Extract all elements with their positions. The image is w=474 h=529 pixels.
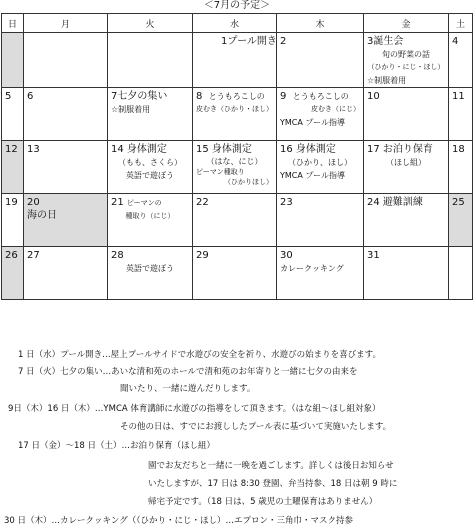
note-line: 9日（木）16 日（木）…YMCA 体育講師に水遊びの指導をして頂きます。（はな組～ほし組対象） — [8, 404, 381, 414]
day-number: 25 — [452, 197, 465, 208]
day-cell — [24, 194, 108, 247]
day-number: 10 — [367, 91, 380, 102]
event-text: 海の日 — [27, 210, 57, 221]
day-event — [108, 88, 192, 103]
event-text: カレークッキング — [280, 264, 344, 273]
day-number: 19 — [5, 197, 18, 208]
day-number: 23 — [280, 197, 293, 208]
day-cell — [277, 247, 364, 300]
day-event — [193, 88, 276, 103]
page-title: ＜7月の予定＞ — [203, 0, 271, 11]
event-text: 避難訓練 — [382, 197, 423, 208]
day-number: 12 — [5, 144, 18, 155]
day-number: 11 — [452, 91, 465, 102]
day-cell — [193, 33, 277, 88]
day-cell — [108, 247, 193, 300]
day-number: 15 — [196, 144, 209, 155]
note-line: 1 日（水）プール開き…屋上プールサイドで水遊びの安全を祈り、水遊びの始まりを喜びます。 — [18, 350, 381, 360]
weekday-sun: 日 — [2, 14, 24, 33]
day-number: 13 — [27, 144, 40, 155]
event-text: ☆制服着用 — [111, 105, 151, 114]
day-cell — [193, 88, 277, 141]
event-text: 英語で遊ぼう — [126, 171, 174, 180]
event-text: プール開き — [227, 36, 277, 47]
day-cell — [24, 247, 108, 300]
calendar-week — [2, 247, 473, 300]
note-line: 17 日（金）～18 日（土）…お泊り保育（ほし組） — [18, 441, 216, 451]
event-text: お泊り保育 — [382, 144, 433, 155]
event-text: （はな、にじ） — [206, 157, 263, 166]
event-text: （ほし組） — [386, 158, 426, 167]
weekday-thu: 木 — [277, 14, 364, 33]
day-cell — [449, 247, 473, 300]
event-text: 身体測定 — [211, 144, 252, 155]
event-text: 身体測定 — [295, 144, 336, 155]
day-cell — [2, 88, 24, 141]
day-event — [364, 33, 448, 48]
day-cell — [2, 141, 24, 194]
event-text: （ひかり、ほし） — [288, 158, 352, 167]
day-cell — [449, 194, 473, 247]
event-text: 七夕の集い — [117, 91, 168, 102]
day-cell — [277, 33, 364, 88]
day-cell — [193, 247, 277, 300]
day-cell — [364, 247, 449, 300]
day-number: 26 — [5, 250, 18, 261]
day-number: 2 — [280, 36, 287, 47]
event-text: ピーマン種取り — [196, 168, 245, 176]
day-number: 1 — [221, 36, 228, 47]
day-number — [2, 33, 23, 35]
day-number — [449, 247, 472, 249]
event-text: 皮むき（ひかり・ほし） — [196, 105, 273, 113]
event-text: ピーマンの — [126, 199, 162, 207]
day-cell — [24, 141, 108, 194]
event-text: 皮むき（にじ） — [311, 105, 360, 113]
day-cell — [364, 88, 449, 141]
note-line: 7 日（火）七夕の集い…あいな清和苑のホールで清和苑のお年寄りと一緒に七夕の由来を — [18, 367, 358, 377]
day-number: 8 — [196, 91, 203, 102]
day-number: 4 — [452, 36, 459, 47]
calendar-week — [2, 33, 473, 88]
day-cell — [2, 33, 24, 88]
day-number — [24, 33, 107, 35]
day-number: 9 — [280, 91, 287, 102]
note-line: いたしますが、17 日は 8:30 登園、弁当持参、18 日は朝 9 時に — [148, 479, 398, 489]
day-event — [277, 141, 363, 156]
day-cell — [2, 247, 24, 300]
day-number: 27 — [27, 250, 40, 261]
day-event — [364, 194, 448, 209]
day-cell — [108, 33, 193, 88]
day-number: 14 — [111, 144, 124, 155]
day-cell — [108, 141, 193, 194]
day-event — [277, 88, 363, 103]
day-cell — [277, 141, 364, 194]
day-cell — [364, 33, 449, 88]
day-number: 6 — [27, 91, 34, 102]
day-number: 24 — [367, 197, 380, 208]
event-text: YMCA プール指導 — [280, 118, 345, 127]
event-text: （ひかり・にじ・ほし） — [367, 63, 445, 71]
day-event — [364, 141, 448, 156]
day-number: 28 — [111, 250, 124, 261]
day-cell — [2, 194, 24, 247]
weekday-wed: 水 — [193, 14, 277, 33]
day-cell — [24, 33, 108, 88]
note-line: 園でお友だちと一緒に一晩を過ごします。詳しくは後日お知らせ — [148, 461, 394, 471]
event-text: （ひかりほし） — [224, 178, 273, 186]
day-cell — [277, 194, 364, 247]
event-text: 誕生会 — [373, 36, 404, 47]
calendar-table — [1, 13, 473, 300]
weekday-mon: 月 — [24, 14, 108, 33]
event-text: YMCA プール指導 — [280, 171, 345, 180]
day-cell — [277, 88, 364, 141]
day-cell — [364, 141, 449, 194]
day-number: 21 — [111, 197, 124, 208]
day-number: 22 — [196, 197, 209, 208]
note-line: 帰宅予定です。（18 日は、5 歳児の土曜保育はありません） — [148, 497, 378, 507]
weekday-header-row — [2, 14, 473, 33]
event-text: ☆制服着用 — [367, 76, 407, 85]
day-cell — [364, 194, 449, 247]
day-number: 31 — [367, 250, 380, 261]
event-text: とうもろこしの — [292, 92, 349, 101]
weekday-tue: 火 — [108, 14, 193, 33]
day-event — [108, 141, 192, 156]
day-cell — [193, 141, 277, 194]
day-number: 3 — [367, 36, 374, 47]
day-cell — [449, 33, 473, 88]
event-text: 旬の野菜の話 — [382, 50, 430, 59]
note-line: 聞いたり、一緒に遊んだりします。 — [120, 384, 256, 394]
day-number: 30 — [280, 250, 293, 261]
calendar-week — [2, 88, 473, 141]
day-number: 20 — [27, 197, 40, 208]
day-cell — [449, 88, 473, 141]
day-cell — [108, 194, 193, 247]
day-cell — [108, 88, 193, 141]
note-line: その他の日は、すでにお渡ししたプール表に基づいて実施いたします。 — [120, 422, 392, 432]
event-text: 身体測定 — [126, 144, 167, 155]
day-cell — [193, 194, 277, 247]
note-line: 30 日（木）…カレークッキング（（ひかり・にじ・ほし）…エプロン・三角巾・マスク持参 — [4, 516, 354, 526]
day-number: 17 — [367, 144, 380, 155]
day-number: 18 — [452, 144, 465, 155]
day-number: 7 — [111, 91, 118, 102]
day-event — [193, 33, 276, 48]
event-text: 英語で遊ぼう — [126, 264, 174, 273]
weekday-sat: 土 — [449, 14, 473, 33]
day-number — [108, 33, 192, 35]
day-number: 29 — [196, 250, 209, 261]
calendar-week — [2, 141, 473, 194]
day-event — [108, 194, 192, 210]
event-text: 種取り（にじ） — [125, 212, 175, 220]
event-text: とうもろこしの — [208, 92, 265, 101]
day-number: 16 — [280, 144, 293, 155]
day-cell — [449, 141, 473, 194]
day-cell — [24, 88, 108, 141]
weekday-fri: 金 — [364, 14, 449, 33]
event-text: （もも、さくら） — [118, 158, 182, 167]
day-event — [193, 141, 276, 156]
day-number: 5 — [5, 91, 12, 102]
calendar-week — [2, 194, 473, 247]
